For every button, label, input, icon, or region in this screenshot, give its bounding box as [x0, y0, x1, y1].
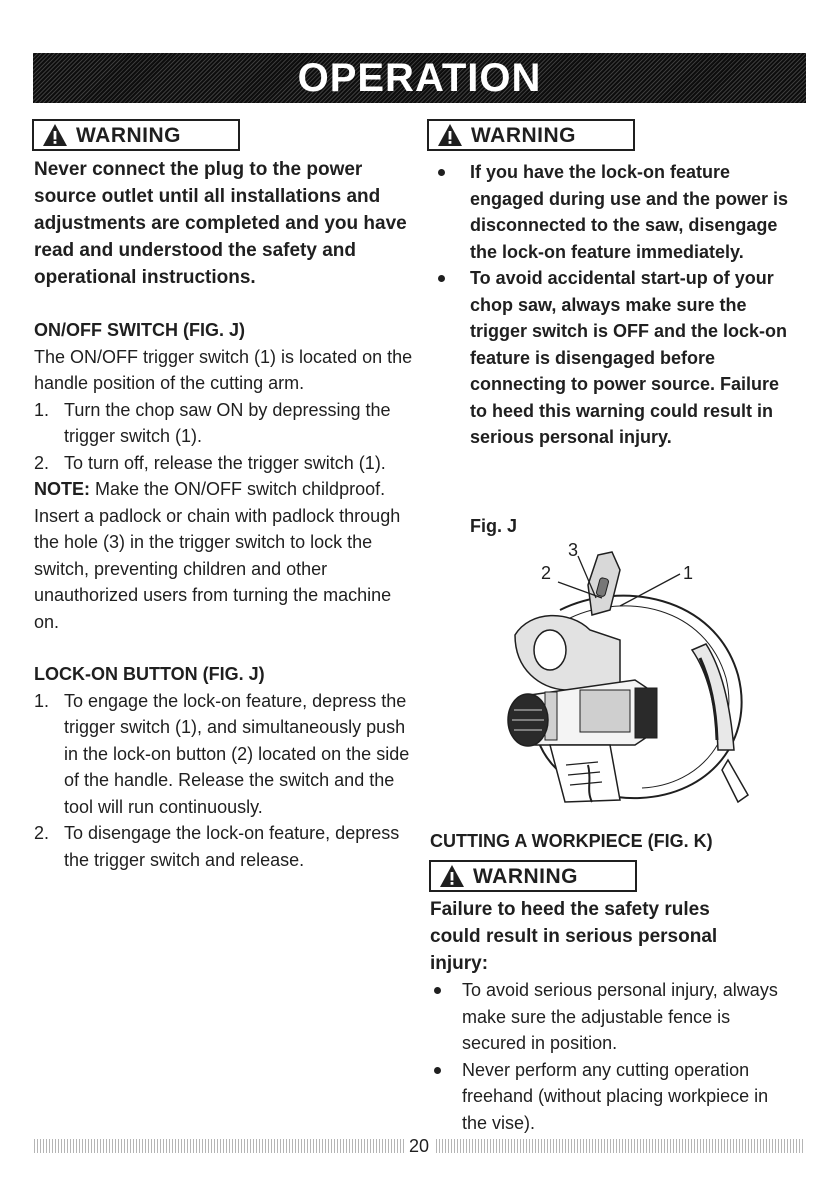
callout-3: 3: [568, 540, 579, 560]
bullet-icon: [430, 265, 470, 451]
step-number: 2.: [34, 452, 50, 473]
callout-2: 2: [541, 563, 552, 583]
step-number: 1.: [34, 399, 50, 420]
footer-rule-left: [34, 1139, 404, 1153]
step-number: 1.: [34, 690, 50, 711]
page-number: 20: [409, 1136, 430, 1156]
list-item: [34, 820, 414, 873]
left-column: [34, 156, 414, 873]
chop-saw-illustration: [470, 540, 770, 820]
note-label: NOTE:: [34, 479, 90, 499]
warning-text: Never connect the plug to the power source outlet until all installations and adjustments are completed and you have read and understood the safety and operational instructions.: [34, 159, 407, 288]
page-title: OPERATION: [297, 56, 542, 100]
warning-label: WARNING: [471, 123, 576, 147]
figure-label: Fig. J: [470, 516, 518, 536]
right-warning-list: [430, 159, 800, 451]
cutting-warning-text: Failure to heed the safety rules could result in serious personal injury:: [430, 899, 718, 974]
section-banner: [33, 53, 806, 103]
list-item: [34, 397, 414, 450]
cutting-bullet-text: Never perform any cutting operation freehand (without placing workpiece in the vise).: [462, 1059, 769, 1133]
warning-label: WARNING: [76, 123, 181, 147]
list-item: [430, 1057, 795, 1137]
step-text: Turn the chop saw ON by depressing the trigger switch (1).: [64, 399, 391, 446]
step-text: To disengage the lock-on feature, depress the trigger switch and release.: [64, 823, 400, 870]
list-item: [430, 159, 800, 265]
warning-label-box: [429, 860, 637, 892]
note-paragraph: [34, 476, 414, 635]
cutting-bullet-text: To avoid serious personal injury, always make sure the adjustable fence is secured in position.: [462, 980, 778, 1053]
cutting-heading: CUTTING A WORKPIECE (FIG. K): [430, 831, 713, 851]
footer-rule-right: [436, 1139, 804, 1153]
cutting-section: [430, 896, 795, 1136]
list-item: [34, 450, 414, 477]
warning-label-box: [32, 119, 240, 151]
warning-label-box: [427, 119, 635, 151]
bullet-icon: [430, 1057, 462, 1137]
onoff-heading: ON/OFF SWITCH (FIG. J): [34, 320, 245, 340]
step-text: To turn off, release the trigger switch (1).: [64, 452, 386, 473]
note-text: Make the ON/OFF switch childproof. Insert a padlock or chain with padlock through the hole (3) in the trigger switch to lock the switch, preventing children and other unauthorized users from turning the machine on.: [34, 479, 401, 632]
list-item: [430, 265, 800, 451]
warning-label: WARNING: [473, 864, 578, 888]
step-text: To engage the lock-on feature, depress the trigger switch (1), and simultaneously push in the lock-on button (2) located on the side of the handle. Release the switch and the tool will run continuously.: [64, 690, 410, 817]
bullet-icon: [430, 977, 462, 1057]
warning-bullet-text: If you have the lock-on feature engaged during use and the power is disconnected to the saw, disengage the lock-on feature immediately.: [470, 162, 789, 262]
callout-1: 1: [683, 563, 694, 583]
warning-triangle-icon: [42, 123, 68, 147]
warning-bullet-text: To avoid accidental start-up of your chop saw, always make sure the trigger switch is OFF and the lock-on feature is disengaged before connecting to power source. Failure to heed this warning could result in serious personal injury.: [470, 268, 788, 447]
onoff-intro: The ON/OFF trigger switch (1) is located on the handle position of the cutting arm.: [34, 346, 413, 393]
warning-triangle-icon: [437, 123, 463, 147]
warning-triangle-icon: [439, 864, 465, 888]
lockon-heading: LOCK-ON BUTTON (FIG. J): [34, 664, 265, 684]
list-item: [34, 688, 414, 821]
step-number: 2.: [34, 823, 50, 843]
bullet-icon: [430, 159, 470, 265]
list-item: [430, 977, 795, 1057]
